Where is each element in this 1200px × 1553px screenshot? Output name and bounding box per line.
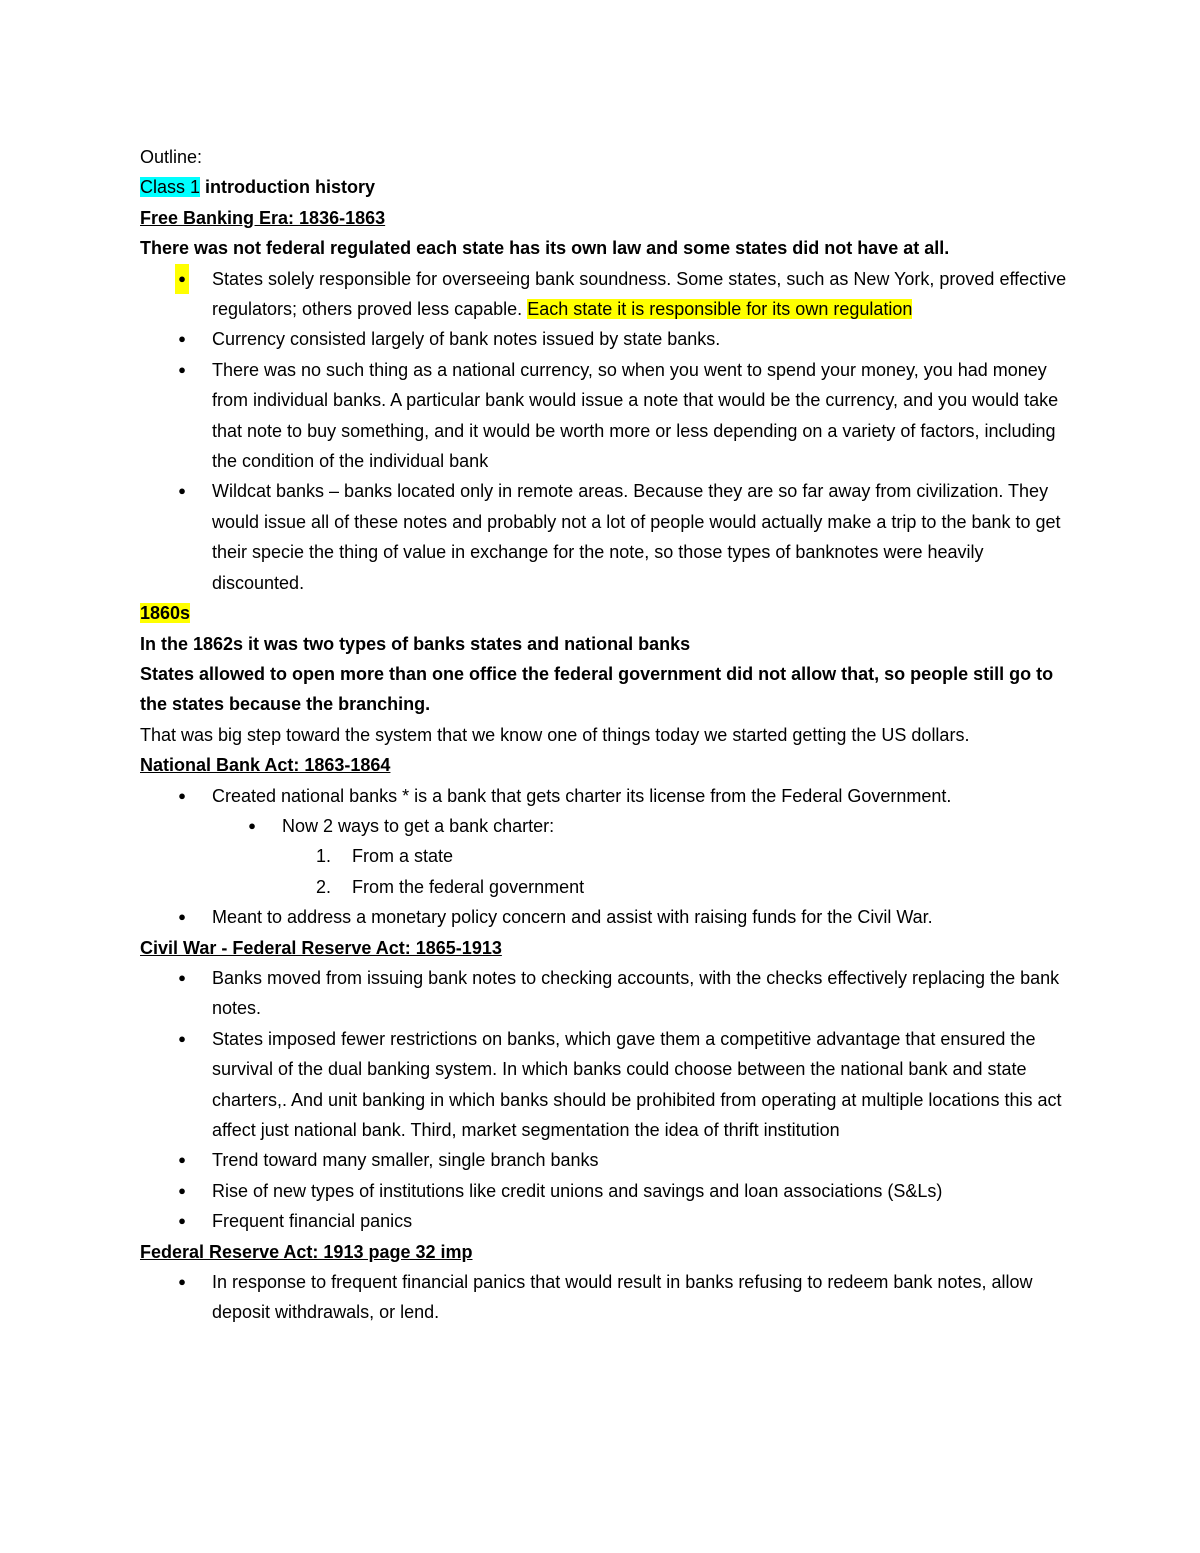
numbered-list [282,841,1070,902]
bullet-icon: ● [248,817,256,833]
bullet-icon: ● [178,1152,186,1168]
list-item-text: There was no such thing as a national currency, so when you went to spend your money, you had money from individual banks. A particular bank would issue a note that would be the currency, and you would take that note to buy something, and it would be worth more or less depending on a variety of factors, including the condition of the individual bank [212,359,1059,472]
bullet-list [140,781,1070,933]
number-label: 1. [316,846,332,867]
list-item-text: States solely responsible for overseeing bank soundness. Some states, such as New York, proved effective regulators; others proved less capable. [212,268,1067,320]
bullet-icon: ● [178,969,186,985]
list-item [178,1267,1070,1328]
list-item [178,355,1070,477]
section-heading-federal-reserve-act: Federal Reserve Act: 1913 page 32 imp [140,1241,473,1262]
bullet-icon: ● [178,1274,186,1290]
list-item [178,264,1070,325]
class-title-line [140,172,1070,202]
bullet-icon: ● [178,1213,186,1229]
numbered-item [316,872,1070,902]
class-title: introduction history [200,177,376,198]
list-item-text: Now 2 ways to get a bank charter: [282,815,555,836]
bullet-icon: ● [178,483,186,499]
bullet-icon: ● [178,361,186,377]
paragraph: That was big step toward the system that we know one of things today we started getting the US dollars. [140,724,970,745]
bullet-icon: ● [178,787,186,803]
section-heading-free-banking: Free Banking Era: 1836-1863 [140,207,386,228]
list-item [178,476,1070,598]
paragraph: In the 1862s it was two types of banks states and national banks [140,633,691,654]
list-item [178,324,1070,354]
number-label: 2. [316,876,332,897]
highlighted-text: Each state it is responsible for its own regulation [527,299,913,320]
list-item-text: Frequent financial panics [212,1211,413,1232]
list-item-text: States imposed fewer restrictions on banks, which gave them a competitive advantage that ensured the survival of the dual banking system. In which banks could choose between the national bank and state charters,. And unit banking in which banks should be prohibited from operating at multiple locations this act affect just national bank. Third, market segmentation the idea of thrift institution [212,1028,1062,1140]
list-item [178,902,1070,932]
list-item [178,963,1070,1024]
bullet-icon: ● [178,1182,186,1198]
bullet-list [140,264,1070,598]
list-item [178,781,1070,903]
outline-label: Outline: [140,147,203,167]
section-heading-national-bank-act: National Bank Act: 1863-1864 [140,755,391,776]
list-item-text: Wildcat banks – banks located only in remote areas. Because they are so far away from civilization. They would issue all of these notes and probably not a lot of people would actually make a trip to the bank to get their specie the thing of value in exchange for the note, so those types of banknotes were heavily discounted. [212,481,1061,593]
bullet-list [140,1267,1070,1328]
class-label: Class 1 [140,177,201,198]
bullet-icon: ● [178,909,186,925]
list-item-text: Trend toward many smaller, single branch banks [212,1150,599,1171]
list-item [178,1176,1070,1206]
list-item-text: From the federal government [352,876,585,897]
paragraph: States allowed to open more than one office the federal government did not allow that, so people still go to the states because the branching. [140,663,1054,715]
section-heading-1860s: 1860s [140,603,191,624]
list-item-text: Meant to address a monetary policy concern and assist with raising funds for the Civil War. [212,907,933,928]
list-item-text: Created national banks * is a bank that gets charter its license from the Federal Government. [212,785,952,806]
bullet-icon: ● [178,331,186,347]
section-intro: There was not federal regulated each state has its own law and some states did not have at all. [140,238,950,259]
numbered-item [316,841,1070,871]
section-heading-civil-war: Civil War - Federal Reserve Act: 1865-1913 [140,937,502,958]
list-item [178,1206,1070,1236]
list-item [178,1024,1070,1146]
bullet-icon: ● [178,1030,186,1046]
list-item-text: From a state [352,846,454,867]
bullet-list [140,963,1070,1237]
section-heading-1860s-line [140,598,1070,628]
list-item-text: In response to frequent financial panics that would result in banks refusing to redeem bank notes, allow deposit withdrawals, or lend. [212,1272,1033,1323]
list-item-text: Currency consisted largely of bank notes issued by state banks. [212,329,721,350]
list-item [178,1145,1070,1175]
bullet-icon: ● [175,264,189,294]
list-item-text: Banks moved from issuing bank notes to checking accounts, with the checks effectively replacing the bank notes. [212,967,1060,1019]
list-item [248,811,1070,902]
list-item-text: Rise of new types of institutions like credit unions and savings and loan associations (S&Ls) [212,1180,943,1201]
sub-bullet-list [212,811,1070,902]
